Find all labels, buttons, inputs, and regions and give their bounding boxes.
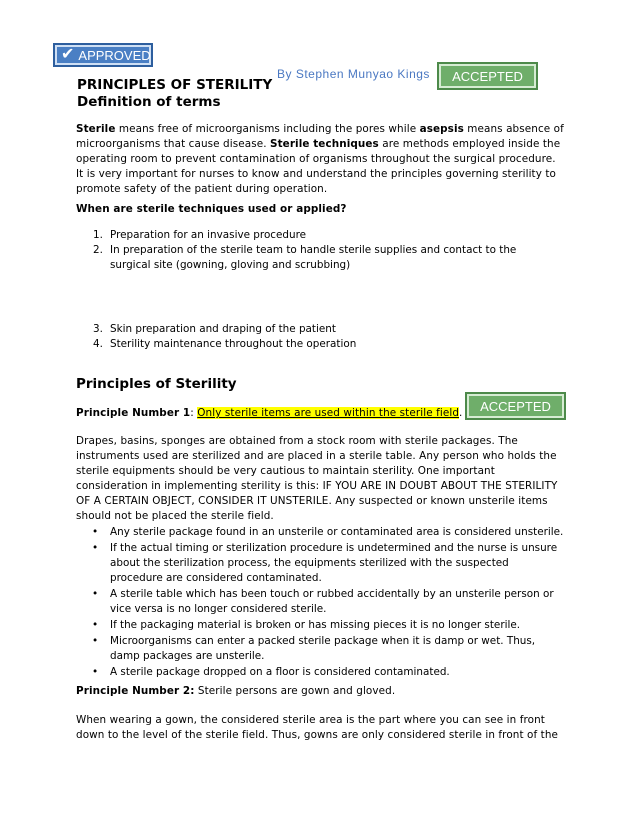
list-item	[76, 587, 564, 617]
list-item	[76, 618, 564, 633]
accepted-stamp-top-label: ACCEPTED	[452, 68, 523, 84]
list-number: 3.	[93, 323, 103, 335]
principle-2-line	[76, 684, 564, 699]
list-item	[76, 665, 564, 680]
list-number: 1.	[93, 229, 103, 241]
uses-list-a	[76, 228, 556, 273]
list-text: Skin preparation and draping of the patient	[110, 323, 336, 335]
list-number: 2.	[93, 244, 103, 256]
principle-1-colon: :	[190, 407, 198, 419]
list-number: 4.	[93, 338, 103, 350]
list-item	[76, 541, 564, 586]
bullet-text: If the packaging material is broken or has missing pieces it is no longer sterile.	[110, 619, 521, 631]
principle-1-end: .	[459, 407, 463, 419]
bullet-icon: •	[92, 635, 99, 647]
term-asepsis: asepsis	[419, 123, 464, 135]
approved-stamp-label: APPROVED	[78, 47, 151, 63]
section-heading: Principles of Sterility	[76, 376, 237, 392]
page-title: PRINCIPLES OF STERILITY	[77, 77, 273, 93]
page-subtitle: Definition of terms	[77, 94, 221, 110]
principle-1-paragraph: Drapes, basins, sponges are obtained from a stock room with sterile packages. The instruments used are sterilized and are placed in a sterile table. Any person who holds the sterile equipments should be very cautious to maintain sterility. One important consideration in implementing sterility is this: IF YOU ARE IN DOUBT ABOUT THE STERILITY OF A CERTAIN OBJECT, CONSIDER IT UNSTERILE. Any suspected or known unsterile items should not be placed the sterile field.	[76, 435, 558, 522]
bullet-icon: •	[92, 526, 99, 538]
principle-1-label: Principle Number 1	[76, 407, 191, 419]
uses-list-b	[76, 322, 556, 352]
list-text: Preparation for an invasive procedure	[110, 229, 307, 241]
checkmark-icon: ✔	[61, 46, 75, 63]
list-item	[76, 634, 564, 664]
bullet-icon: •	[92, 588, 99, 600]
bullet-text: A sterile package dropped on a floor is considered contaminated.	[110, 666, 450, 678]
definition-text-1: means free of microorganisms including the pores while	[115, 123, 420, 135]
bullet-text: If the actual timing or sterilization procedure is undetermined and the nurse is unsure about the sterilization process, the equipments sterilized with the suspected procedure are considered contaminated.	[110, 542, 558, 584]
bullet-icon: •	[92, 666, 99, 678]
principle-2-paragraph: When wearing a gown, the considered sterile area is the part where you can see in front down to the level of the sterile field. Thus, gowns are only considered sterile in front of the	[76, 714, 559, 741]
author-line: By Stephen Munyao Kings	[277, 67, 430, 81]
approved-stamp	[53, 43, 153, 67]
bullet-text: Microorganisms can enter a packed sterile package when it is damp or wet. Thus, damp packages are unsterile.	[110, 635, 536, 662]
bullet-icon: •	[92, 619, 99, 631]
bullet-text: Any sterile package found in an unsterile or contaminated area is considered unsterile.	[110, 526, 564, 538]
list-item	[76, 337, 556, 352]
principle-2-label: Principle Number 2:	[76, 685, 195, 697]
list-item	[76, 322, 556, 337]
principle-1-line	[76, 406, 564, 421]
principle-1-text: Only sterile items are used within the sterile field	[197, 407, 460, 419]
accepted-stamp-mid-label: ACCEPTED	[480, 398, 551, 414]
bullet-text: A sterile table which has been touch or rubbed accidentally by an unsterile person or vice versa is no longer considered sterile.	[110, 588, 554, 615]
definition-text-2: means absence of microorganisms that cause disease.	[76, 123, 564, 150]
bullet-list	[76, 525, 564, 680]
definition-text-3: are methods employed inside the operating room to prevent contamination of organisms throughout the surgical procedure. It is very important for nurses to know and understand the principles governing sterility to promote safety of the patient during operation.	[76, 138, 561, 195]
list-item	[76, 228, 556, 243]
term-sterile: Sterile	[76, 123, 116, 135]
list-item	[76, 243, 550, 273]
bullet-icon: •	[92, 542, 99, 554]
list-text: Sterility maintenance throughout the operation	[110, 338, 357, 350]
list-item	[76, 525, 564, 540]
principle-2-text: Sterile persons are gown and gloved.	[194, 685, 396, 697]
definition-paragraph	[76, 122, 564, 197]
accepted-stamp-top	[437, 62, 538, 90]
list-text: In preparation of the sterile team to handle sterile supplies and contact to the surgical site (gowning, gloving and scrubbing)	[110, 244, 517, 271]
question-heading: When are sterile techniques used or applied?	[76, 203, 347, 215]
term-sterile-techniques: Sterile techniques	[270, 138, 379, 150]
